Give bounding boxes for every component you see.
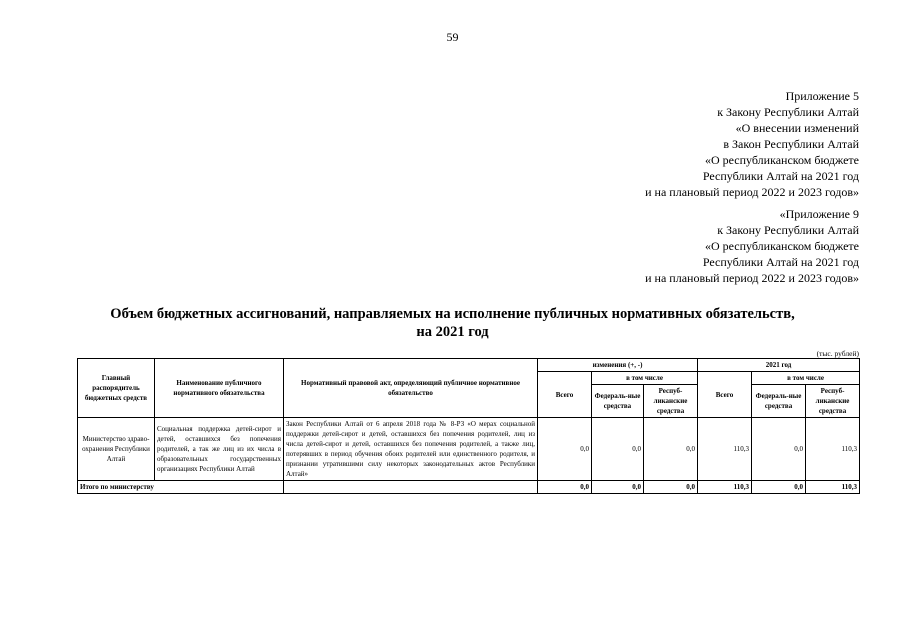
cell-changes-total: 0,0 <box>538 418 592 481</box>
appendix-line: к Закону Республики Алтай <box>717 105 859 119</box>
total-year-total: 110,3 <box>698 481 752 494</box>
appendix-line: и на плановый период 2022 и 2023 годов» <box>645 271 859 285</box>
cell-legal-act: Закон Республики Алтай от 6 апреля 2018 года № 8-РЗ «О мерах социальной поддержки детей-сирот и детей, оставшихся без попечения родителей, лиц из числа детей-сирот и детей, оставшихся без попечения родителей, а также лиц, потерявших в период обучения обоих родителей или единственного родителя, и признании утратившими силу некоторых законодательных актов Республики Алтай» <box>284 418 538 481</box>
units-note: (тыс. рублей) <box>816 349 859 358</box>
header-changes-federal: Федераль-ные средства <box>592 385 644 418</box>
appendix-line: «О внесении изменений <box>735 121 859 135</box>
total-changes-republic: 0,0 <box>644 481 698 494</box>
cell-changes-federal: 0,0 <box>592 418 644 481</box>
page-number: 59 <box>446 30 459 44</box>
total-label: Итого по министерству <box>78 481 284 494</box>
table-total-row <box>78 481 860 494</box>
appendix-current <box>645 88 859 200</box>
header-manager: Главный распорядитель бюджетных средств <box>78 359 155 418</box>
appendix-line: к Закону Республики Алтай <box>717 223 859 237</box>
header-changes-republic: Респуб-ликанские средства <box>644 385 698 418</box>
header-year-federal: Федераль-ные средства <box>752 385 806 418</box>
header-obligation-name: Наименование публичного нормативного обязательства <box>155 359 284 418</box>
total-empty-cell <box>284 481 538 494</box>
cell-changes-republic: 0,0 <box>644 418 698 481</box>
header-changes: изменения (+, -) <box>538 359 698 372</box>
appendix-line: «Приложение 9 <box>779 207 859 221</box>
header-year-2021: 2021 год <box>698 359 860 372</box>
appendix-line: «О республиканском бюджете <box>704 153 859 167</box>
cell-year-federal: 0,0 <box>752 418 806 481</box>
appendix-line: Республики Алтай на 2021 год <box>702 255 859 269</box>
total-changes-federal: 0,0 <box>592 481 644 494</box>
appendix-line: и на плановый период 2022 и 2023 годов» <box>645 185 859 199</box>
header-year-republic: Респуб-ликанские средства <box>806 385 860 418</box>
appendix-line: Приложение 5 <box>785 89 859 103</box>
header-changes-including: в том числе <box>592 372 698 385</box>
header-year-including: в том числе <box>752 372 860 385</box>
header-legal-act: Нормативный правовой акт, определяющий публичное нормативное обязательство <box>284 359 538 418</box>
header-changes-total: Всего <box>538 372 592 418</box>
header-year-total: Всего <box>698 372 752 418</box>
cell-manager: Министерство здраво-охранения Республики Алтай <box>78 418 155 481</box>
document-title <box>0 305 905 341</box>
appendix-original <box>645 206 859 286</box>
obligations-table <box>77 358 860 494</box>
appendix-line: «О республиканском бюджете <box>704 239 859 253</box>
cell-obligation-name: Социальная поддержка детей-сирот и детей, оставшихся без попечения родителей, а так же лиц из их числа в образовательных государственных организациях Республики Алтай <box>155 418 284 481</box>
title-line-1: Объем бюджетных ассигнований, направляемых на исполнение публичных нормативных обязательств, <box>110 306 795 322</box>
appendix-line: Республики Алтай на 2021 год <box>702 169 859 183</box>
cell-year-total: 110,3 <box>698 418 752 481</box>
cell-year-republic: 110,3 <box>806 418 860 481</box>
table-row <box>78 418 860 481</box>
appendix-line: в Закон Республики Алтай <box>723 137 859 151</box>
total-year-republic: 110,3 <box>806 481 860 494</box>
total-changes-total: 0,0 <box>538 481 592 494</box>
title-line-2: на 2021 год <box>416 324 489 340</box>
total-year-federal: 0,0 <box>752 481 806 494</box>
